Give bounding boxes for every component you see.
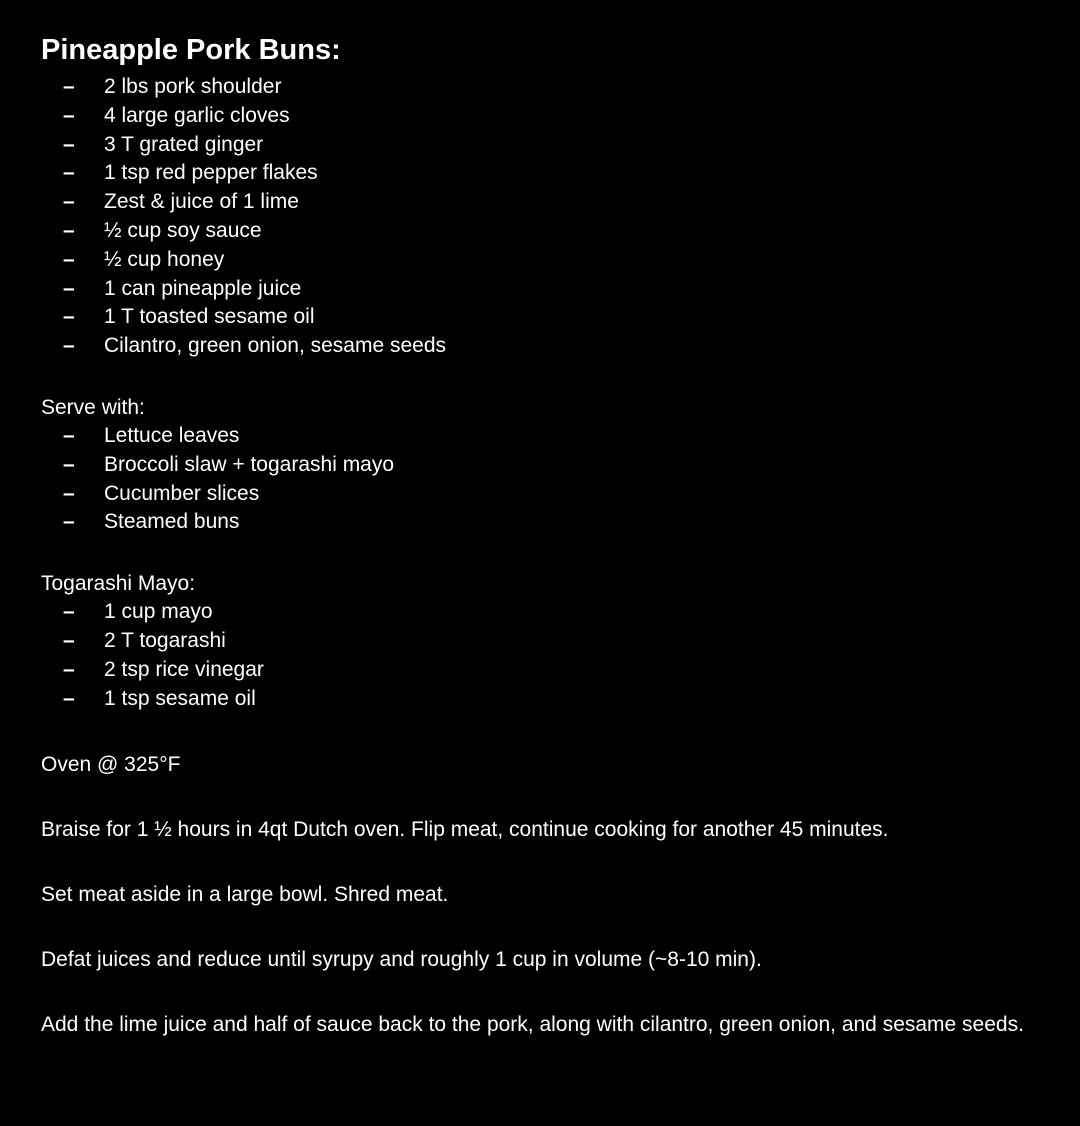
dash-bullet: – xyxy=(63,686,75,710)
list-item xyxy=(41,480,1041,509)
ingredient-text: ½ cup soy sauce xyxy=(104,218,262,242)
list-item xyxy=(41,73,1041,102)
ingredient-list xyxy=(41,73,1041,361)
spacer xyxy=(41,910,1041,944)
dash-bullet: – xyxy=(63,657,75,681)
recipe-note xyxy=(41,30,1041,1040)
list-item xyxy=(41,102,1041,131)
dash-bullet: – xyxy=(63,247,75,271)
dash-bullet: – xyxy=(63,103,75,127)
serve-with-list xyxy=(41,422,1041,537)
instruction-step: Braise for 1 ½ hours in 4qt Dutch oven. Flip meat, continue cooking for another 45 minutes. xyxy=(41,818,889,842)
dash-bullet: – xyxy=(63,190,75,214)
list-item xyxy=(41,188,1041,217)
serve-with-heading: Serve with: xyxy=(41,395,145,419)
ingredient-text: 1 tsp red pepper flakes xyxy=(104,161,318,185)
list-item xyxy=(41,598,1041,627)
ingredient-text: 4 large garlic cloves xyxy=(104,103,290,127)
dash-bullet: – xyxy=(63,600,75,624)
serve-with-text: Steamed buns xyxy=(104,510,240,534)
ingredient-text: Zest & juice of 1 lime xyxy=(104,190,299,214)
mayo-ingredient-text: 2 T togarashi xyxy=(104,628,226,652)
dash-bullet: – xyxy=(63,481,75,505)
serve-with-text: Lettuce leaves xyxy=(104,423,240,447)
dash-bullet: – xyxy=(63,218,75,242)
togarashi-mayo-heading: Togarashi Mayo: xyxy=(41,572,196,596)
instruction-step: Add the lime juice and half of sauce back to the pork, along with cilantro, green onion, and sesame seeds. xyxy=(41,1013,1024,1037)
list-item xyxy=(41,656,1041,685)
mayo-ingredient-text: 1 cup mayo xyxy=(104,600,213,624)
dash-bullet: – xyxy=(63,161,75,185)
dash-bullet: – xyxy=(63,423,75,447)
ingredient-text: 1 T toasted sesame oil xyxy=(104,305,315,329)
list-item xyxy=(41,246,1041,275)
dash-bullet: – xyxy=(63,628,75,652)
spacer xyxy=(41,780,1041,814)
dash-bullet: – xyxy=(63,75,75,98)
serve-with-text: Cucumber slices xyxy=(104,481,260,505)
list-item xyxy=(41,159,1041,188)
ingredient-text: 3 T grated ginger xyxy=(104,132,264,156)
ingredient-text: 1 can pineapple juice xyxy=(104,276,302,300)
togarashi-mayo-list xyxy=(41,598,1041,713)
ingredient-text: Cilantro, green onion, sesame seeds xyxy=(104,334,447,358)
dash-bullet: – xyxy=(63,452,75,476)
list-item xyxy=(41,131,1041,160)
instruction-step: Defat juices and reduce until syrupy and roughly 1 cup in volume (~8-10 min). xyxy=(41,948,762,972)
list-item xyxy=(41,275,1041,304)
list-item xyxy=(41,451,1041,480)
ingredient-text: 2 lbs pork shoulder xyxy=(104,75,282,98)
spacer xyxy=(41,713,1041,749)
dash-bullet: – xyxy=(63,510,75,534)
list-item xyxy=(41,685,1041,714)
mayo-ingredient-text: 1 tsp sesame oil xyxy=(104,686,256,710)
spacer xyxy=(41,975,1041,1009)
list-item xyxy=(41,627,1041,656)
recipe-title: Pineapple Pork Buns: xyxy=(41,34,341,66)
list-item xyxy=(41,217,1041,246)
dash-bullet: – xyxy=(63,276,75,300)
spacer xyxy=(41,537,1041,569)
ingredient-text: ½ cup honey xyxy=(104,247,225,271)
list-item xyxy=(41,422,1041,451)
dash-bullet: – xyxy=(63,305,75,329)
list-item xyxy=(41,332,1041,361)
list-item xyxy=(41,508,1041,537)
oven-temperature: Oven @ 325°F xyxy=(41,753,181,777)
spacer xyxy=(41,361,1041,393)
mayo-ingredient-text: 2 tsp rice vinegar xyxy=(104,657,264,681)
instruction-step: Set meat aside in a large bowl. Shred meat. xyxy=(41,883,449,907)
dash-bullet: – xyxy=(63,334,75,358)
serve-with-text: Broccoli slaw + togarashi mayo xyxy=(104,452,395,476)
list-item xyxy=(41,303,1041,332)
dash-bullet: – xyxy=(63,132,75,156)
spacer xyxy=(41,845,1041,879)
